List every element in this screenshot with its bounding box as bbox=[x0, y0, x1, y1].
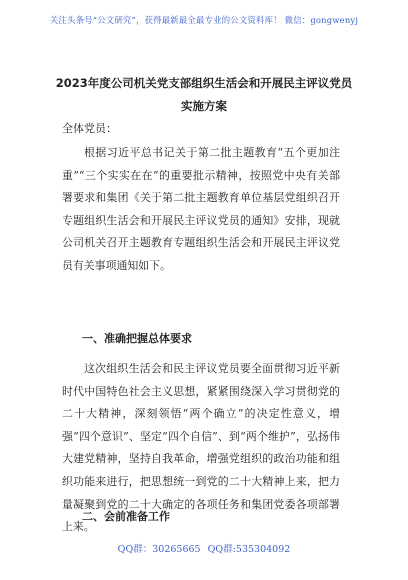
qq-group-2: QQ群:535304092 bbox=[207, 544, 291, 555]
intro-paragraph: 根据习近平总书记关于第二批主题教育“五个更加注重”“三个实实在在”的重要批示精神，按照党中央有关部署要求和集团《关于第二批主题教育单位基层党组织召开专题组织生活会和开展民主评议党员的通知》安排，现就公司机关召开主题教育专题组织生活会和开展民主评议党员有关事项通知如下。 bbox=[62, 146, 340, 272]
title-line-2: 实施方案 bbox=[181, 99, 227, 113]
salutation: 全体党员： bbox=[62, 122, 117, 135]
section-heading-2: 二、会前准备工作 bbox=[82, 510, 170, 523]
requirements-paragraph: 这次组织生活会和民主评议党员要全面贯彻习近平新时代中国特色社会主义思想，紧紧围绕深入学习贯彻党的二十大精神，深刻领悟“两个确立”的决定性意义，增强“四个意识”、坚定“四个自信”、到“两个维护”，弘扬伟大建党精神，坚持自我革命，增强党组织的政治功能和组织功能来进行，把思想统一到党的二十大精神上来，把力量凝聚到党的二十大确定的各项任务和集团党委各项部署上来。 bbox=[62, 362, 340, 534]
section-heading-1: 一、准确把握总体要求 bbox=[82, 332, 192, 345]
header-promo-note: 关注头条号“公文研究”，获得最新最全最专业的公文资料库！ 微信：gongwenyj bbox=[49, 15, 359, 25]
document-title bbox=[40, 72, 368, 118]
title-line-1: 2023年度公司机关党支部组织生活会和开展民主评议党员 bbox=[55, 76, 353, 90]
qq-group-1: QQ群：30265665 bbox=[117, 544, 201, 555]
footer-qq-groups bbox=[0, 541, 408, 555]
